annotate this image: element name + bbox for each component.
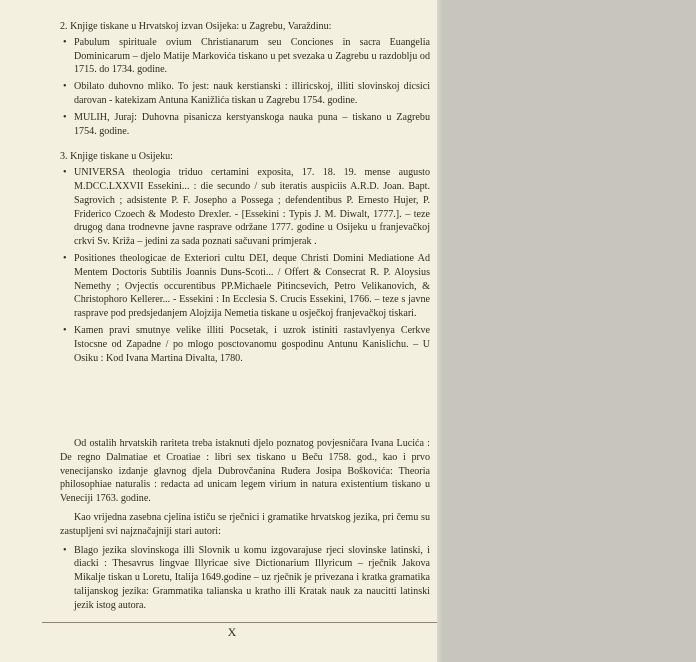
closing-paragraphs	[60, 437, 430, 616]
section-2-list	[60, 36, 430, 139]
section-3-heading: 3. Knjige tiskane u Osijeku:	[60, 151, 173, 163]
book-gutter	[437, 0, 696, 662]
section-3-list	[60, 166, 430, 365]
dictionary-list	[60, 544, 430, 613]
footer-rule	[42, 622, 437, 623]
list-item: • UNIVERSA theologia triduo certamini exposita, 17. 18. 19. mense augusto M.DCC.LXXVII Essekini... : die secundo / sub iteratis auspiciis A.R.D. Joan. Bapt. Sagrovich ; adsistente P. F. Josepho a Possega ; defendentibus P. Ernesto Hujer, P. Friderico Czoech & Modesto Drexler. - [Essekini : Typis J. M. Diwalt, 1777.]. – teze drugog dana trodnevne javne rasprave održane 1777. godine u Osijeku u franjevačkoj crkvi Sv. Križa – jedini za sada poznati sačuvani primjerak .	[60, 166, 430, 249]
list-item: • Kamen pravi smutnye velike illiti Pocsetak, i uzrok istiniti rastavlyenya Cerkve Istocsne od Zapadne / po mlogo posctovanomu gospodinu Antunu Kanislichu. – U Osiku : Kod Ivana Martina Divalta, 1780.	[60, 324, 430, 365]
list-item: • Pabulum spirituale ovium Christianarum seu Conciones in sacra Euangelia Dominicarum – djelo Matije Markovića tiskano u pet svezaka u Zagrebu u razdoblju od 1715. do 1734. godine.	[60, 36, 430, 77]
list-item: • MULIH, Juraj: Duhovna pisanicza kerstyanskoga nauka puna – tiskano u Zagrebu 1754. godine.	[60, 111, 430, 139]
list-item: • Obilato duhovno mliko. To jest: nauk kerstianski : illiricskoj, illiti slovinskoj dicsici darovan - katekizam Antuna Kanižlića tiskan u Zagrebu 1754. godine.	[60, 80, 430, 108]
list-item: • Positiones theologicae de Exteriori cultu DEI, deque Christi Domini Mediatione Ad Mentem Doctoris Subtilis Joannis Duns-Scoti... / Offert & Consecrat R. P. Aloysius Nemethy ; Ovjectis occurentibus PP.Michaele Pitincsevich, Petro Velikanovich, & Christophoro Kellerer... - Essekini : In Ecclesia S. Crucis Essekini, 1766. – teze s javne rasprave pod predsjedanjem Alojzija Nemetia tiskane u osječkoj franjevačkoj tiskari.	[60, 252, 430, 321]
paragraph: Od ostalih hrvatskih rariteta treba istaknuti djelo poznatog povjesničara Ivana Lucića : De regno Dalmatiae et Croatiae : libri sex tiskano u Beču 1758. god., kao i prvo venecijansko izdanje glavnog djela Dubrovčanina Ruđera Josipa Boškovića: Theoria philosophiae naturalis : redacta ad unicam legem virium in natura existentium tiskano u Veneciji 1763. godine.	[60, 438, 430, 505]
gutter-edge	[437, 0, 443, 662]
section-2-heading: 2. Knjige tiskane u Hrvatskoj izvan Osijeka: u Zagrebu, Varaždinu:	[60, 21, 332, 32]
paragraph: Kao vrijedna zasebna cjelina ističu se rječnici i gramatike hrvatskog jezika, pri čemu su zastupljeni svi najznačajniji stari autori:	[60, 511, 430, 537]
list-item: • Blago jezika slovinskoga illi Slovnik u komu izgovarajuse rjeci slovinske latinski, i diacki : Thesavrus lingvae Illyricae sive Dictionarium Illyricum – rječnik Jakova Mikalje tiskan u Loretu, Italija 1649.godine – uz rječnik je privezana i kratka gramatika talijanskog jezika: Grammatika talianska u kratho illi Kratak nauk za naucitti latinski jezik istog autora.	[60, 544, 430, 613]
main-text-block	[60, 20, 430, 368]
page-number: X	[227, 625, 237, 639]
